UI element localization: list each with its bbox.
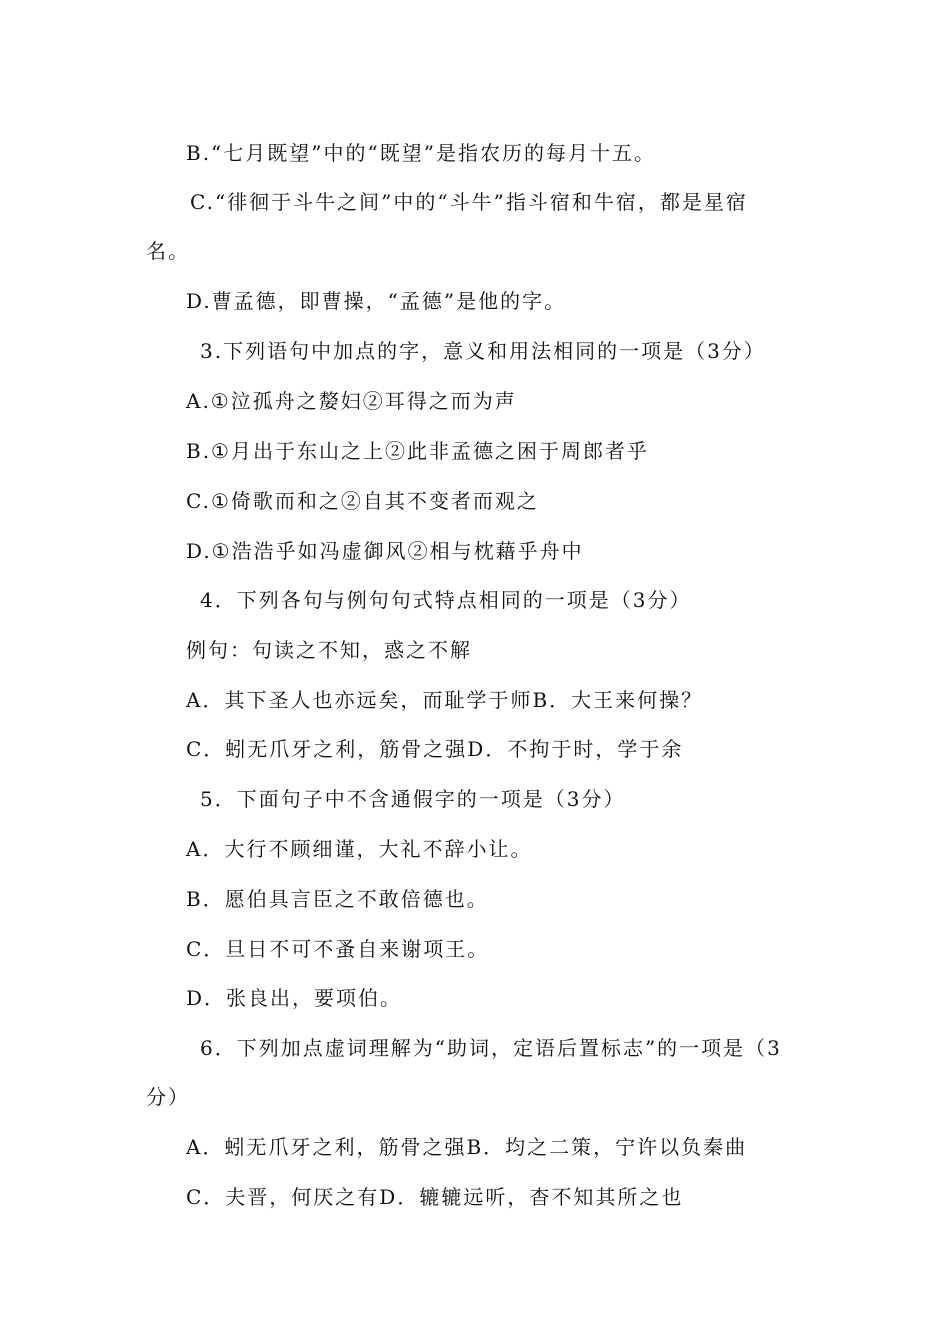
- q4-example: 例句：句读之不知，惑之不解: [186, 638, 472, 662]
- q6-options-cd: C．夫晋，何厌之有D．辘辘远听，杳不知其所之也: [186, 1185, 684, 1209]
- q3-option-c: C.①倚歌而和之②自其不变者而观之: [186, 489, 539, 513]
- q2-option-d: D.曹孟德，即曹操，“孟德”是他的字。: [186, 289, 567, 313]
- q4-options-ab: A．其下圣人也亦远矣，而耻学于师B．大王来何操？: [186, 688, 704, 712]
- question-5: 5．下面句子中不含通假字的一项是（3分）: [200, 787, 626, 811]
- q3-option-b: B.①月出于东山之上②此非孟德之困于周郎者乎: [186, 439, 649, 463]
- q5-option-a: A．大行不顾细谨，大礼不辞小让。: [186, 837, 533, 861]
- q5-option-c: C．旦日不可不蚤自来谢项王。: [186, 937, 490, 961]
- q4-options-cd: C．蚓无爪牙之利，筋骨之强D．不拘于时，学于余: [186, 737, 684, 761]
- q2-option-b: B.“七月既望”中的“既望”是指农历的每月十五。: [186, 141, 656, 165]
- q5-option-b: B．愿伯具言臣之不敢倍德也。: [186, 887, 489, 911]
- q2-option-c-line2: 名。: [146, 239, 190, 263]
- q3-option-a: A.①泣孤舟之嫠妇②耳得之而为声: [186, 389, 517, 413]
- question-6-line2: 分）: [146, 1085, 190, 1109]
- q6-options-ab: A．蚓无爪牙之利，筋骨之强B．均之二策，宁许以负秦曲: [186, 1135, 748, 1159]
- question-3: 3.下列语句中加点的字，意义和用法相同的一项是（3分）: [200, 339, 766, 363]
- q3-option-d: D.①浩浩乎如冯虚御风②相与枕藉乎舟中: [186, 539, 584, 563]
- q5-option-d: D．张良出，要项伯。: [186, 986, 403, 1010]
- question-4: 4．下列各句与例句句式特点相同的一项是（3分）: [200, 588, 692, 612]
- question-6-line1: 6．下列加点虚词理解为“助词，定语后置标志”的一项是（3: [200, 1036, 782, 1060]
- q2-option-c-line1: C.“徘徊于斗牛之间”中的“斗牛”指斗宿和牛宿，都是星宿: [190, 190, 748, 214]
